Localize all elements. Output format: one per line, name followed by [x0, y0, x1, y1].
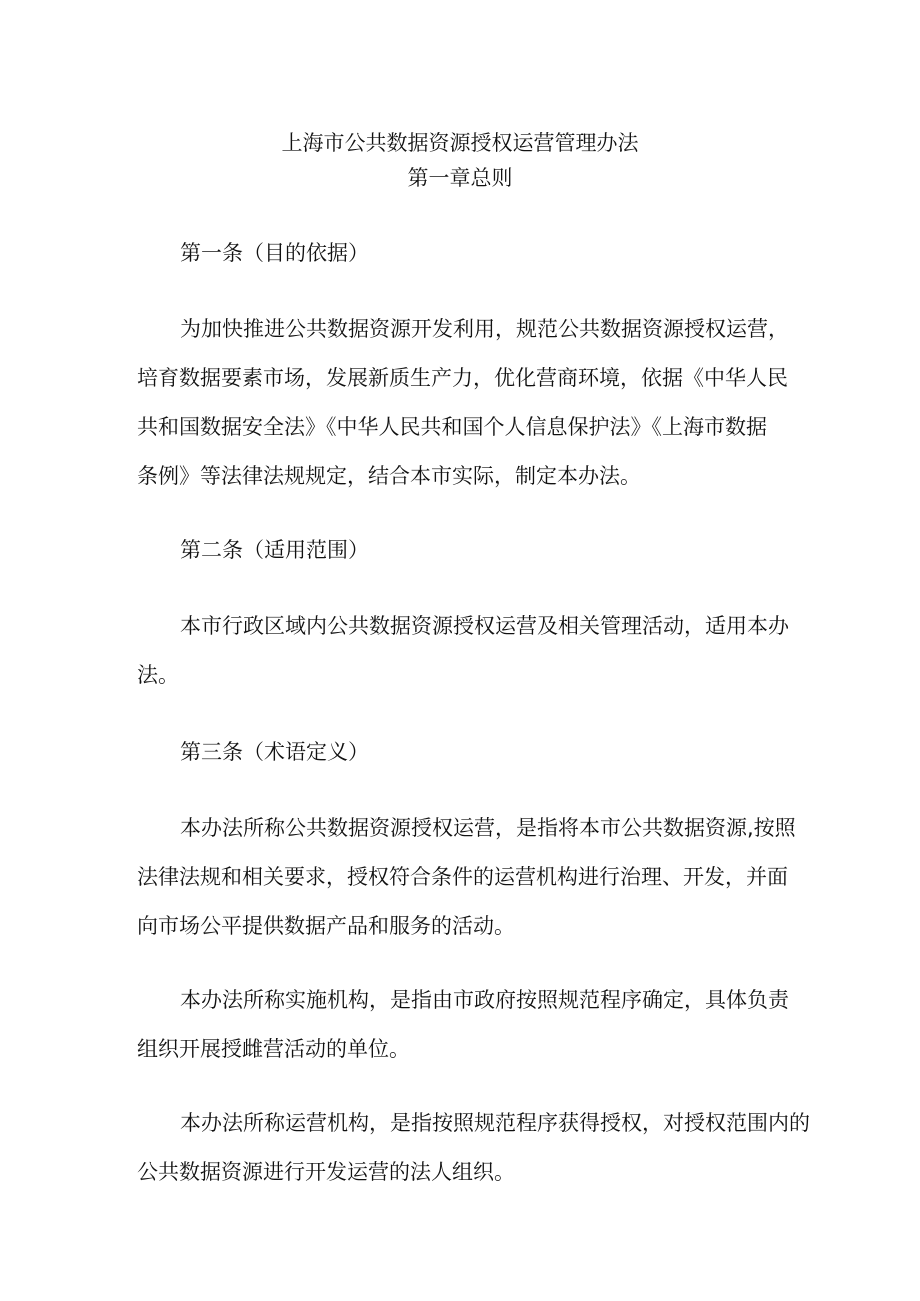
paragraph-line: 法。 — [137, 663, 179, 687]
paragraph-line: 组织开展授雌营活动的单位。 — [137, 1037, 410, 1061]
paragraph-line: 条例》等法律法规规定，结合本市实际，制定本办法。 — [137, 464, 641, 488]
paragraph-line: 法律法规和相关要求，授权符合条件的运营机构进行治理、开发，并面 — [137, 865, 788, 889]
paragraph-line: 公共数据资源进行开发运营的法人组织。 — [137, 1160, 515, 1184]
paragraph-line: 为加快推进公共数据资源开发利用，规范公共数据资源授权运营， — [180, 317, 789, 341]
document-title: 上海市公共数据资源授权运营管理办法 — [281, 131, 639, 155]
paragraph-line: 本办法所称公共数据资源授权运营，是指将本市公共数据资源,按照 — [180, 816, 796, 840]
paragraph-line: 本办法所称运营机构，是指按照规范程序获得授权，对授权范围内的 — [180, 1111, 810, 1135]
article-2-heading: 第二条（适用范围） — [180, 538, 369, 562]
paragraph-line: 共和国数据安全法》《中华人民共和国个人信息保护法》《上海市数据 — [137, 415, 767, 439]
article-1-heading: 第一条（目的依据） — [180, 241, 369, 265]
article-2-paragraph-1 — [137, 602, 787, 700]
article-1-paragraph-1 — [137, 305, 787, 501]
paragraph-line: 向市场公平提供数据产品和服务的活动。 — [137, 914, 515, 938]
article-3-paragraph-1 — [137, 804, 796, 951]
paragraph-line: 本办法所称实施机构，是指由市政府按照规范程序确定，具体负责 — [180, 988, 789, 1012]
paragraph-line: 本市行政区域内公共数据资源授权运营及相关管理活动，适用本办 — [180, 614, 789, 638]
paragraph-line: 培育数据要素市场，发展新质生产力，优化营商环境，依据《中华人民 — [137, 366, 788, 390]
article-3-heading: 第三条（术语定义） — [180, 740, 369, 764]
chapter-title: 第一章总则 — [407, 166, 513, 190]
article-3-paragraph-2 — [137, 976, 787, 1074]
article-3-paragraph-3 — [137, 1099, 810, 1197]
